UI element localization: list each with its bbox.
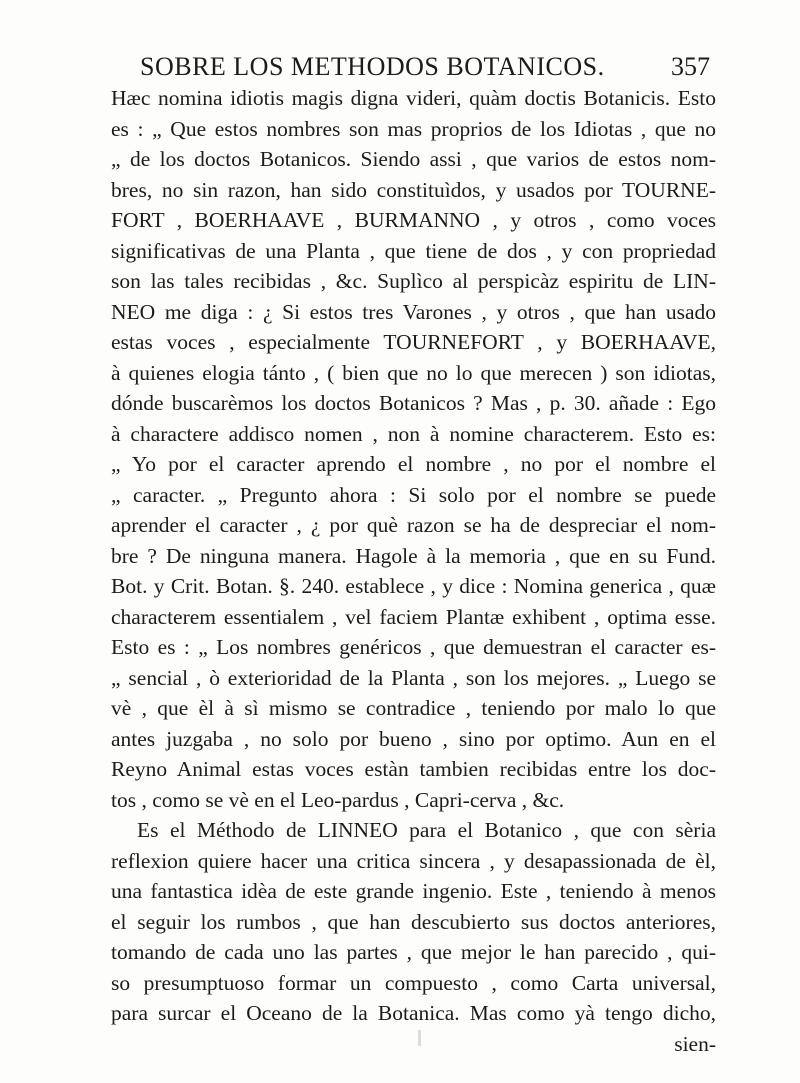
text-line: tomando de cada uno las partes , que mejor le han parecido , qui- [111,940,716,964]
text-line: para surcar el Oceano de la Botanica. Mas como yà tengo dicho, [111,1001,716,1025]
text-line: „ caracter. „ Pregunto ahora : Si solo por el nombre se puede [111,482,716,507]
text-line: FORT , BOERHAAVE , BURMANNO , y otros , como voces [111,208,716,232]
text-line: à quienes elogia tánto , ( bien que no lo que merecen ) son idiotas, [111,360,716,385]
text-line: à charactere addisco nomen , non à nomine characterem. Esto es: [111,421,716,446]
paper-blemish [418,1030,421,1046]
text-line: Es el Méthodo de LINNEO para el Botanico , que con sèria [137,818,716,842]
text-line: antes juzgaba , no solo por bueno , sino por optimo. Aun en el [111,726,716,751]
text-line: so presumptuoso formar un compuesto , como Carta universal, [111,970,716,995]
text-line: aprender el caracter , ¿ por què razon se ha de despreciar el nom- [111,513,716,537]
text-line: tos , como se vè en el Leo-pardus , Capri-cerva , &c. [111,787,565,812]
text-line: Hæc nomina idiotis magis digna videri, quàm doctis Botanicis. Esto [111,86,716,110]
text-line: el seguir los rumbos , que han descubierto sus doctos anteriores, [111,909,716,934]
text-line: „ de los doctos Botanicos. Siendo assi , que varios de estos nom- [111,147,716,171]
text-line: Esto es : „ Los nombres genéricos , que demuestran el caracter es- [111,635,716,659]
text-line: „ sencial , ò exterioridad de la Planta , son los mejores. „ Luego se [111,665,716,690]
text-line: „ Yo por el caracter aprendo el nombre , no por el nombre el [111,452,716,476]
text-line: es : „ Que estos nombres son mas proprios de los Idiotas , que no [111,116,716,141]
text-line: significativas de una Planta , que tiene de dos , y con propriedad [111,238,716,263]
text-line: dónde buscarèmos los doctos Botanicos ? Mas , p. 30. añade : Ego [111,391,716,415]
catchword: sien- [674,1031,716,1056]
running-title: SOBRE LOS METHODOS BOTANICOS. [140,52,605,81]
text-line: una fantastica idèa de este grande ingenio. Este , teniendo à menos [111,879,716,903]
text-line: Reyno Animal estas voces estàn tambien recibidas entre los doc- [111,757,716,781]
text-line: bres, no sin razon, han sido constituìdos, y usados por TOURNE- [111,177,716,202]
text-line: estas voces , especialmente TOURNEFORT , y BOERHAAVE, [111,330,716,354]
page-number: 357 [671,52,710,81]
text-line: son las tales recibidas , &c. Suplìco al perspicàz espiritu de LIN- [111,269,716,293]
text-line: vè , que èl à sì mismo se contradice , teniendo por malo lo que [111,696,716,720]
text-line: bre ? De ninguna manera. Hagole à la memoria , que en su Fund. [111,543,716,568]
text-line: NEO me diga : ¿ Si estos tres Varones , y otros , que han usado [111,299,716,324]
body-text [111,83,716,1059]
text-line: Bot. y Crit. Botan. §. 240. establece , y dice : Nomina generica , quæ [111,574,716,598]
text-line: reflexion quiere hacer una critica sincera , y desapassionada de èl, [111,848,716,873]
text-line: characterem essentialem , vel faciem Plantæ exhibent , optima esse. [111,604,716,629]
